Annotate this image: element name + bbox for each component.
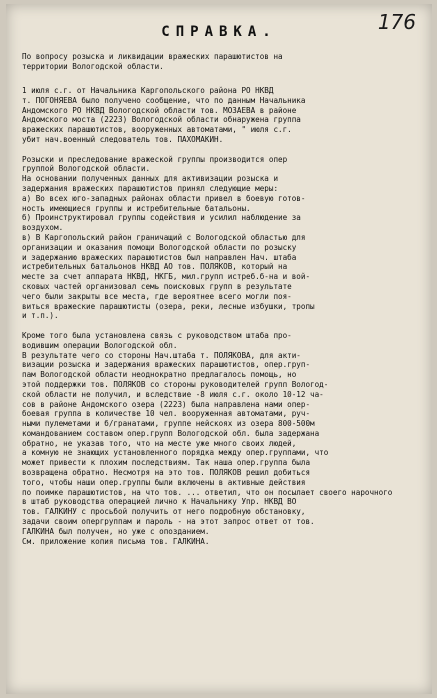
body-line: сковых частей организовал семь поисковых групп в результате (22, 281, 292, 291)
body-line: Розыски и преследование вражеской группы производится опер (22, 154, 288, 164)
body-line: этой поддержки тов. ПОЛЯКОВ со стороны руководителей групп Вологод- (22, 379, 329, 389)
body-line: 1 июля с.г. от Начальника Каргопольского района РО НКВД (22, 86, 274, 95)
body-line: В результате чего со стороны Нач.штаба т. ПОЛЯКОВА, для акти- (22, 350, 301, 360)
body-line (22, 145, 422, 155)
body-line (22, 321, 422, 331)
body-line: организации и оказания помощи Вологодской области по розыску (22, 242, 297, 252)
document-subtitle (22, 52, 422, 72)
document-page (6, 4, 432, 694)
body-line: ность имеющиеся группы и истребительные батальоны. (22, 203, 251, 213)
page-number-stamp: 176 (377, 10, 416, 34)
subtitle-line: По вопросу розыска и ликвидации вражеских парашютистов на (22, 52, 283, 61)
body-line: командованием составом опер.групп Вологодской обл. была задержана (22, 428, 320, 438)
body-line: может привести к плохим последствиям. Так наша опер.группа была (22, 458, 311, 468)
subtitle-line: территории Вологодской области. (22, 61, 164, 71)
body-line: тов. ГАЛКИНУ с просьбой получить от него подробную обстановку, (22, 507, 306, 517)
body-line: боевая группа в количестве 10 чел. вооруженная автоматами, руч- (22, 409, 311, 419)
body-line: пам Вологодской области неоднократно предлагалось помощь, но (22, 370, 297, 380)
body-line: виться вражеские парашютисты (озера, реки, лесные избушки, тропы (22, 301, 315, 311)
body-line: месте за счет аппарата НКВД, НКГБ, мил.групп истреб.б-на и вой- (22, 272, 311, 282)
body-line: обратно, не указав того, что на месте уже много своих людей, (22, 438, 297, 448)
body-line: сов в районе Андомского озера (2223) была направлена нами опер- (22, 399, 311, 409)
body-line: визации розыска и задержания вражеских парашютистов, опер.груп- (22, 360, 311, 370)
body-line: вражеских парашютистов, вооруженных автоматами, " июля с.г. (22, 125, 292, 135)
body-line: б) Проинструктировал группы содействия и усилил наблюдение за (22, 213, 301, 223)
body-line: ными пулеметами и б/гранатами, группе нейскоях из озера 800-500м (22, 419, 315, 429)
body-line: воздухом. (22, 223, 64, 233)
body-line: по поимке парашютистов, на что тов. ... ответил, что он посылает своего нарочного (22, 487, 393, 497)
body-line: Андомского РО НКВД Вологодской области тов. МОЗАЕВА в районе (22, 105, 297, 115)
body-line: в) В Каргопольский район граничащий с Вологодской областью для (22, 232, 306, 242)
document-body (22, 86, 422, 546)
body-line: убит нач.военный следователь тов. ПАХОМАКИН. (22, 134, 224, 144)
body-line: задачи своим опергруппам и пароль - на этот запрос ответ от тов. (22, 517, 315, 527)
body-line: См. приложение копия письма тов. ГАЛКИНА. (22, 536, 210, 546)
body-line: ГАЛКИНА был получен, но уже с опозданием. (22, 526, 210, 536)
body-line: в штаб руководства операцией лично к Начальнику Упр. НКВД ВО (22, 497, 297, 507)
body-line: т. ПОГОНЯЕВА было получено сообщение, что по данным Начальника (22, 95, 306, 105)
body-line: чего были закрыты все места, где вероятнее всего могли поя- (22, 291, 292, 301)
body-line: а комную не знающих установленного порядка между опер.группами, что (22, 448, 329, 458)
body-line: На основании полученных данных для активизации розыска и (22, 174, 279, 184)
body-line: и задержанию вражеских парашютистов был направлен Нач. штаба (22, 252, 297, 262)
body-line: а) Во всех юго-западных районах области привел в боевую готов- (22, 193, 306, 203)
body-line: и т.п.). (22, 311, 59, 321)
body-line: Андомского моста (2223) Вологодской области обнаружена группа (22, 115, 301, 125)
body-line: группой Вологодской области. (22, 164, 151, 174)
body-line: Кроме того была установлена связь с руководством штаба про- (22, 330, 292, 340)
body-line: возвращена обратно. Несмотря на это тов. ПОЛЯКОВ решил добиться (22, 468, 311, 478)
body-line: ской области не получил, и вследствие -8 июля с.г. около 10-12 ча- (22, 389, 324, 399)
document-title: СПРАВКА. (161, 24, 277, 40)
body-line: задержания вражеских парашютистов принял следующие меры: (22, 183, 279, 193)
body-line: водившим операции Вологодской обл. (22, 340, 178, 350)
body-line: истребительных батальонов НКВД АО тов. ПОЛЯКОВ, который на (22, 262, 288, 272)
body-line: того, чтобы наши опер.группы были включены в активные действия (22, 477, 306, 487)
